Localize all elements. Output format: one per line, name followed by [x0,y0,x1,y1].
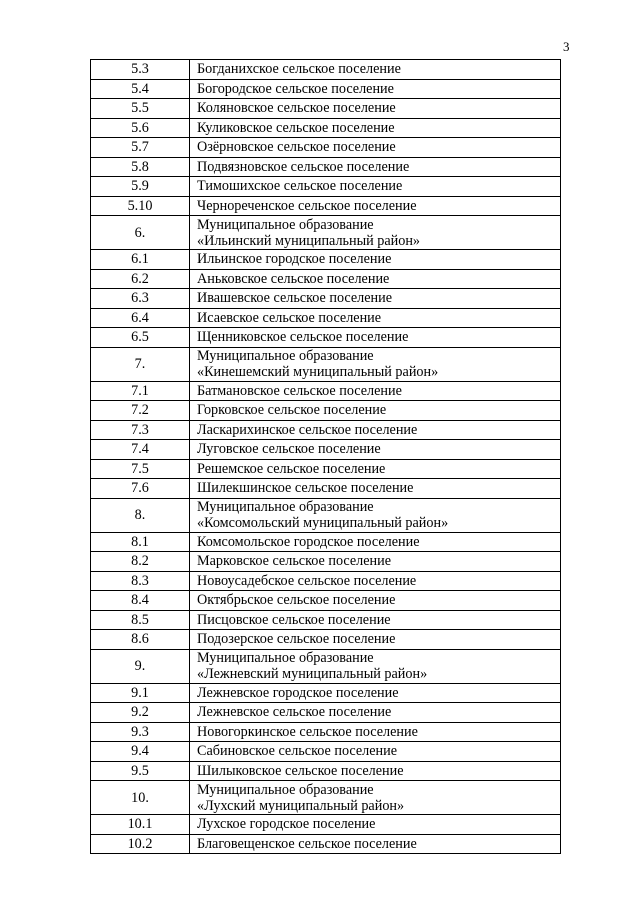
row-number: 5.6 [91,118,190,138]
table-row [91,591,561,611]
row-name-line: Богородское сельское поселение [197,80,394,97]
row-name-line: Благовещенское сельское поселение [197,835,417,852]
row-number: 5.3 [91,60,190,80]
row-name [190,157,561,177]
row-number: 9.2 [91,703,190,723]
row-name [190,571,561,591]
row-number: 9. [91,649,190,683]
table-row [91,289,561,309]
row-number: 8.3 [91,571,190,591]
row-name-line: Муниципальное образование [197,650,374,666]
row-name [190,834,561,854]
row-name [190,440,561,460]
row-name [190,815,561,835]
row-name [190,118,561,138]
table-row [91,630,561,650]
page-number: 3 [563,39,570,54]
row-name [190,591,561,611]
row-number: 8.2 [91,552,190,572]
row-name-line: Шилыковское сельское поселение [197,762,404,779]
table-row [91,157,561,177]
row-name-line: Куликовское сельское поселение [197,119,395,136]
table-row [91,459,561,479]
table-row [91,79,561,99]
row-name [190,308,561,328]
row-number: 10.2 [91,834,190,854]
row-name [190,250,561,270]
row-number: 7.5 [91,459,190,479]
table-row [91,138,561,158]
row-name [190,610,561,630]
table-row [91,683,561,703]
row-name [190,703,561,723]
table-row [91,328,561,348]
row-name [190,177,561,197]
row-name-line: «Лухский муниципальный район» [197,797,405,814]
table-row [91,196,561,216]
settlements-table [90,59,561,854]
table-row [91,761,561,781]
row-name [190,216,561,250]
row-name-line: «Кинешемский муниципальный район» [197,364,439,380]
row-name [190,742,561,762]
row-name-line: Муниципальное образование [197,348,374,364]
row-name-line: Подозерское сельское поселение [197,631,396,648]
table-row [91,815,561,835]
table-row [91,60,561,80]
table-row [91,610,561,630]
table-row [91,479,561,499]
row-name-line: Лежневское сельское поселение [197,704,392,721]
row-number: 9.3 [91,722,190,742]
row-name [190,761,561,781]
row-number: 8.1 [91,532,190,552]
row-name-line: Новогоркинское сельское поселение [197,723,418,740]
row-number: 8.5 [91,610,190,630]
row-name-line: «Ильинский муниципальный район» [197,232,421,249]
row-name-line: Лухское городское поселение [197,816,376,833]
row-number: 5.10 [91,196,190,216]
table-row [91,420,561,440]
row-name [190,99,561,119]
table-row [91,649,561,683]
row-number: 7. [91,347,190,381]
row-name-line: Муниципальное образование [197,499,374,515]
row-number: 7.4 [91,440,190,460]
row-number: 9.5 [91,761,190,781]
table-row [91,440,561,460]
row-number: 7.6 [91,479,190,499]
row-name-line: Шилекшинское сельское поселение [197,480,414,497]
row-name [190,630,561,650]
table-row [91,722,561,742]
table-row [91,381,561,401]
row-name-line: Октябрьское сельское поселение [197,592,396,609]
row-name-line: Исаевское сельское поселение [197,309,382,326]
row-name [190,401,561,421]
table-row [91,250,561,270]
table-row [91,571,561,591]
row-name-line: Богданихское сельское поселение [197,61,401,78]
row-name [190,381,561,401]
row-name [190,479,561,499]
table-row [91,216,561,250]
row-name-line: Ласкарихинское сельское поселение [197,421,418,438]
row-number: 10. [91,781,190,815]
row-name-line: Ивашевское сельское поселение [197,290,393,307]
row-number: 10.1 [91,815,190,835]
row-number: 5.8 [91,157,190,177]
row-name [190,347,561,381]
row-number: 9.1 [91,683,190,703]
row-number: 8.4 [91,591,190,611]
row-name-line: Аньковское сельское поселение [197,270,390,287]
row-number: 5.5 [91,99,190,119]
row-name-line: Писцовское сельское поселение [197,611,391,628]
row-name-line: Коляновское сельское поселение [197,100,396,117]
row-number: 9.4 [91,742,190,762]
table-row [91,269,561,289]
row-name-line: «Комсомольский муниципальный район» [197,515,449,531]
row-number: 6.2 [91,269,190,289]
row-number: 6.3 [91,289,190,309]
row-number: 5.7 [91,138,190,158]
settlements-table-body [91,60,561,854]
row-name [190,722,561,742]
row-name [190,196,561,216]
row-name [190,552,561,572]
row-name-line: Тимошихское сельское поселение [197,178,403,195]
row-name [190,60,561,80]
row-name-line: Муниципальное образование [197,216,374,233]
row-name-line: Батмановское сельское поселение [197,382,402,399]
row-number: 5.9 [91,177,190,197]
table-row [91,552,561,572]
row-name-line: Комсомольское городское поселение [197,533,420,550]
row-name [190,498,561,532]
row-name-line: «Лежневский муниципальный район» [197,666,428,682]
row-name-line: Муниципальное образование [197,781,374,798]
row-name [190,459,561,479]
table-row [91,498,561,532]
table-row [91,781,561,815]
table-row [91,401,561,421]
table-row [91,177,561,197]
row-name-line: Ильинское городское поселение [197,251,392,268]
table-row [91,532,561,552]
table-row [91,308,561,328]
table-row [91,834,561,854]
table-row [91,99,561,119]
table-row [91,347,561,381]
row-name-line: Луговское сельское поселение [197,441,381,458]
table-row [91,742,561,762]
row-number: 8.6 [91,630,190,650]
row-name-line: Щенниковское сельское поселение [197,329,409,346]
row-number: 6.1 [91,250,190,270]
row-name [190,79,561,99]
row-name-line: Подвязновское сельское поселение [197,158,410,175]
row-number: 8. [91,498,190,532]
row-number: 5.4 [91,79,190,99]
row-name-line: Озёрновское сельское поселение [197,139,396,156]
row-name [190,420,561,440]
row-name [190,138,561,158]
row-number: 6.5 [91,328,190,348]
row-name [190,269,561,289]
row-name-line: Сабиновское сельское поселение [197,743,398,760]
row-number: 6. [91,216,190,250]
row-number: 7.2 [91,401,190,421]
row-name-line: Лежневское городское поселение [197,684,399,701]
row-number: 7.3 [91,420,190,440]
row-name [190,781,561,815]
row-name-line: Марковское сельское поселение [197,553,392,570]
row-name [190,532,561,552]
row-name-line: Новоусадебское сельское поселение [197,572,417,589]
table-row [91,118,561,138]
row-number: 7.1 [91,381,190,401]
row-name [190,649,561,683]
row-name-line: Решемское сельское поселение [197,460,386,477]
row-name-line: Чернореченское сельское поселение [197,197,417,214]
row-name [190,328,561,348]
row-name-line: Горковское сельское поселение [197,402,387,419]
row-number: 6.4 [91,308,190,328]
row-name [190,289,561,309]
table-row [91,703,561,723]
row-name [190,683,561,703]
